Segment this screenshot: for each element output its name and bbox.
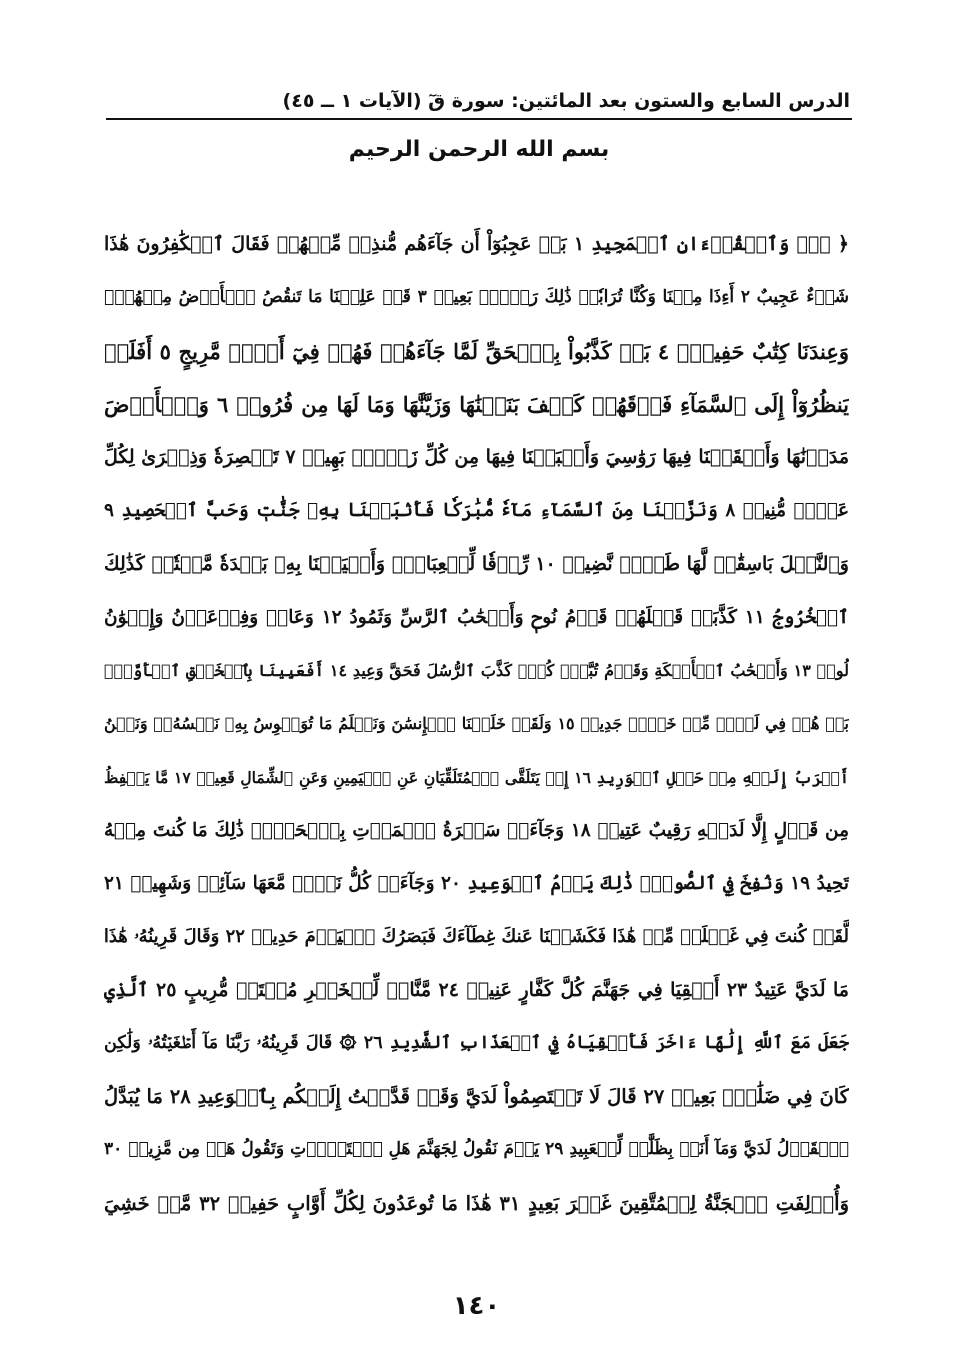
header-divider: [106, 118, 852, 120]
text-line-10: بَلۡ هُمۡ فِي لَبۡسٖ مِّنۡ خَلۡقٖ جَدِيدٖ ١٥ وَلَقَدۡ خَلَقۡنَا ٱلۡإِنسَٰنَ وَنَعۡلَمُ مَا تُوَسۡوِسُ بِهِۦ نَفۡسُهُۥۖ وَنَحۡنُ: [104, 714, 849, 734]
text-line-12: مِن قَوۡلٍ إِلَّا لَدَيۡهِ رَقِيبٌ عَتِيدٞ ١٨ وَجَآءَتۡ سَكۡرَةُ ٱلۡمَوۡتِ بِٱلۡحَقِّۖ ذَٰلِكَ مَا كُنتَ مِنۡهُ: [104, 819, 849, 841]
quran-text-block: [104, 218, 849, 1230]
text-line-2: شَيۡءٌ عَجِيبٌ ٢ أَءِذَا مِتۡنَا وَكُنَّا تُرَابٗاۖ ذَٰلِكَ رَجۡعُۢ بَعِيدٞ ٣ قَدۡ عَلِمۡنَا مَا تَنقُصُ ٱلۡأَرۡضُ مِنۡهُمۡۖ: [104, 287, 849, 308]
text-line-17: كَانَ فِي ضَلَٰلِۢ بَعِيدٖ ٢٧ قَالَ لَا تَخۡتَصِمُواْ لَدَيَّ وَقَدۡ قَدَّمۡتُ إِلَيۡكُم بِٱلۡوَعِيدِ ٢٨ مَا يُبَدَّلُ: [104, 1085, 849, 1108]
text-line-14: لَّقَدۡ كُنتَ فِي غَفۡلَةٖ مِّنۡ هَٰذَا فَكَشَفۡنَا عَنكَ غِطَآءَكَ فَبَصَرُكَ ٱلۡيَوۡمَ حَدِيدٞ ٢٢ وَقَالَ قَرِينُهُۥ هَٰذَا: [104, 926, 849, 948]
text-line-4: يَنظُرُوٓاْ إِلَى ٱلسَّمَآءِ فَوۡقَهُمۡ كَيۡفَ بَنَيۡنَٰهَا وَزَيَّنَّٰهَا وَمَا لَهَا مِن فُرُوجٖ ٦ وَٱلۡأَرۡضَ: [104, 391, 849, 417]
text-line-7: وَٱلنَّخۡلَ بَاسِقَٰتٖ لَّهَا طَلۡعٞ نَّضِيدٞ ١٠ رِّزۡقٗا لِّلۡعِبَادِۖ وَأَحۡيَيۡنَا بِهِۦ بَلۡدَةٗ مَّيۡتٗاۚ كَذَٰلِكَ: [104, 552, 849, 575]
text-line-15: مَا لَدَيَّ عَتِيدٌ ٢٣ أَلۡقِيَا فِي جَهَنَّمَ كُلَّ كَفَّارٍ عَنِيدٖ ٢٤ مَّنَّاعٖ لِّلۡخَيۡرِ مُعۡتَدٖ مُّرِيبٍ ٢٥ ٱلَّذِي: [104, 978, 849, 1001]
text-line-6: عَبۡدٖ مُّنِيبٖ ٨ وَنَزَّلۡنَا مِنَ ٱلسَّمَآءِ مَآءٗ مُّبَٰرَكٗا فَأَنۢبَتۡنَا بِهِۦ جَنَّٰتٖ وَحَبَّ ٱلۡحَصِيدِ ٩: [104, 500, 849, 522]
text-line-3: وَعِندَنَا كِتَٰبٌ حَفِيظُۢ ٤ بَلۡ كَذَّبُواْ بِٱلۡحَقِّ لَمَّا جَآءَهُمۡ فَهُمۡ فِيٓ أَمۡرٖ مَّرِيجٍ ٥ أَفَلَمۡ: [104, 338, 849, 364]
basmala-heading: بسم الله الرحمن الرحيم: [348, 137, 610, 162]
running-header: الدرس السابع والستون بعد المائتين: سورة قٓ (الآيات ١ ــ ٤٥): [282, 90, 850, 112]
text-line-13: تَحِيدُ ١٩ وَنُفِخَ فِي ٱلصُّورِۚ ذَٰلِكَ يَوۡمُ ٱلۡوَعِيدِ ٢٠ وَجَآءَتۡ كُلُّ نَفۡسٖ مَّعَهَا سَآئِقٞ وَشَهِيدٞ ٢١: [104, 873, 849, 894]
text-line-19: وَأُزۡلِفَتِ ٱلۡجَنَّةُ لِلۡمُتَّقِينَ غَيۡرَ بَعِيدٍ ٣١ هَٰذَا مَا تُوعَدُونَ لِكُلِّ أَوَّابٍ حَفِيظٖ ٣٢ مَّنۡ خَشِيَ: [104, 1191, 849, 1215]
text-line-16: جَعَلَ مَعَ ٱللَّهِ إِلَٰهًا ءَاخَرَ فَأَلۡقِيَاهُ فِي ٱلۡعَذَابِ ٱلشَّدِيدِ ٢٦ ۞ قَالَ قَرِينُهُۥ رَبَّنَا مَآ أَطۡغَيۡتُهُۥ وَلَٰكِن: [104, 1032, 849, 1053]
text-line-5: مَدَدۡنَٰهَا وَأَلۡقَيۡنَا فِيهَا رَوَٰسِيَ وَأَنۢبَتۡنَا فِيهَا مِن كُلِّ زَوۡجِۢ بَهِيجٖ ٧ تَبۡصِرَةٗ وَذِكۡرَىٰ لِكُلِّ: [104, 446, 849, 468]
text-line-11: أَقۡرَبُ إِلَيۡهِ مِنۡ حَبۡلِ ٱلۡوَرِيدِ ١٦ إِذۡ يَتَلَقَّى ٱلۡمُتَلَقِّيَانِ عَنِ ٱلۡيَمِينِ وَعَنِ ٱلشِّمَالِ قَعِيدٞ ١٧ مَّا يَلۡفِظُ: [104, 767, 849, 787]
text-line-18: ٱلۡقَوۡلُ لَدَيَّ وَمَآ أَنَا۠ بِظَلَّٰمٖ لِّلۡعَبِيدِ ٢٩ يَوۡمَ نَقُولُ لِجَهَنَّمَ هَلِ ٱمۡتَلَأۡتِ وَتَقُولُ هَلۡ مِن مَّزِيدٖ ٣٠: [104, 1139, 849, 1160]
page-number: ١٤٠: [452, 1291, 501, 1321]
text-line-8: ٱلۡخُرُوجُ ١١ كَذَّبَتۡ قَبۡلَهُمۡ قَوۡمُ نُوحٖ وَأَصۡحَٰبُ ٱلرَّسِّ وَثَمُودُ ١٢ وَعَادٞ وَفِرۡعَوۡنُ وَإِخۡوَٰنُ: [104, 606, 849, 628]
text-line-9: لُوطٖ ١٣ وَأَصۡحَٰبُ ٱلۡأَيۡكَةِ وَقَوۡمُ تُبَّعٖۚ كُلّٞ كَذَّبَ ٱلرُّسُلَ فَحَقَّ وَعِيدِ ١٤ أَفَعَيِينَا بِٱلۡخَلۡقِ ٱلۡأَوَّلِۚ: [104, 661, 849, 680]
text-line-1: ﴿ قٓۚ وَٱلۡقُرۡءَانِ ٱلۡمَجِيدِ ١ بَلۡ عَجِبُوٓاْ أَن جَآءَهُم مُّنذِرٞ مِّنۡهُمۡ فَقَالَ ٱلۡكَٰفِرُونَ هَٰذَا: [104, 233, 849, 255]
